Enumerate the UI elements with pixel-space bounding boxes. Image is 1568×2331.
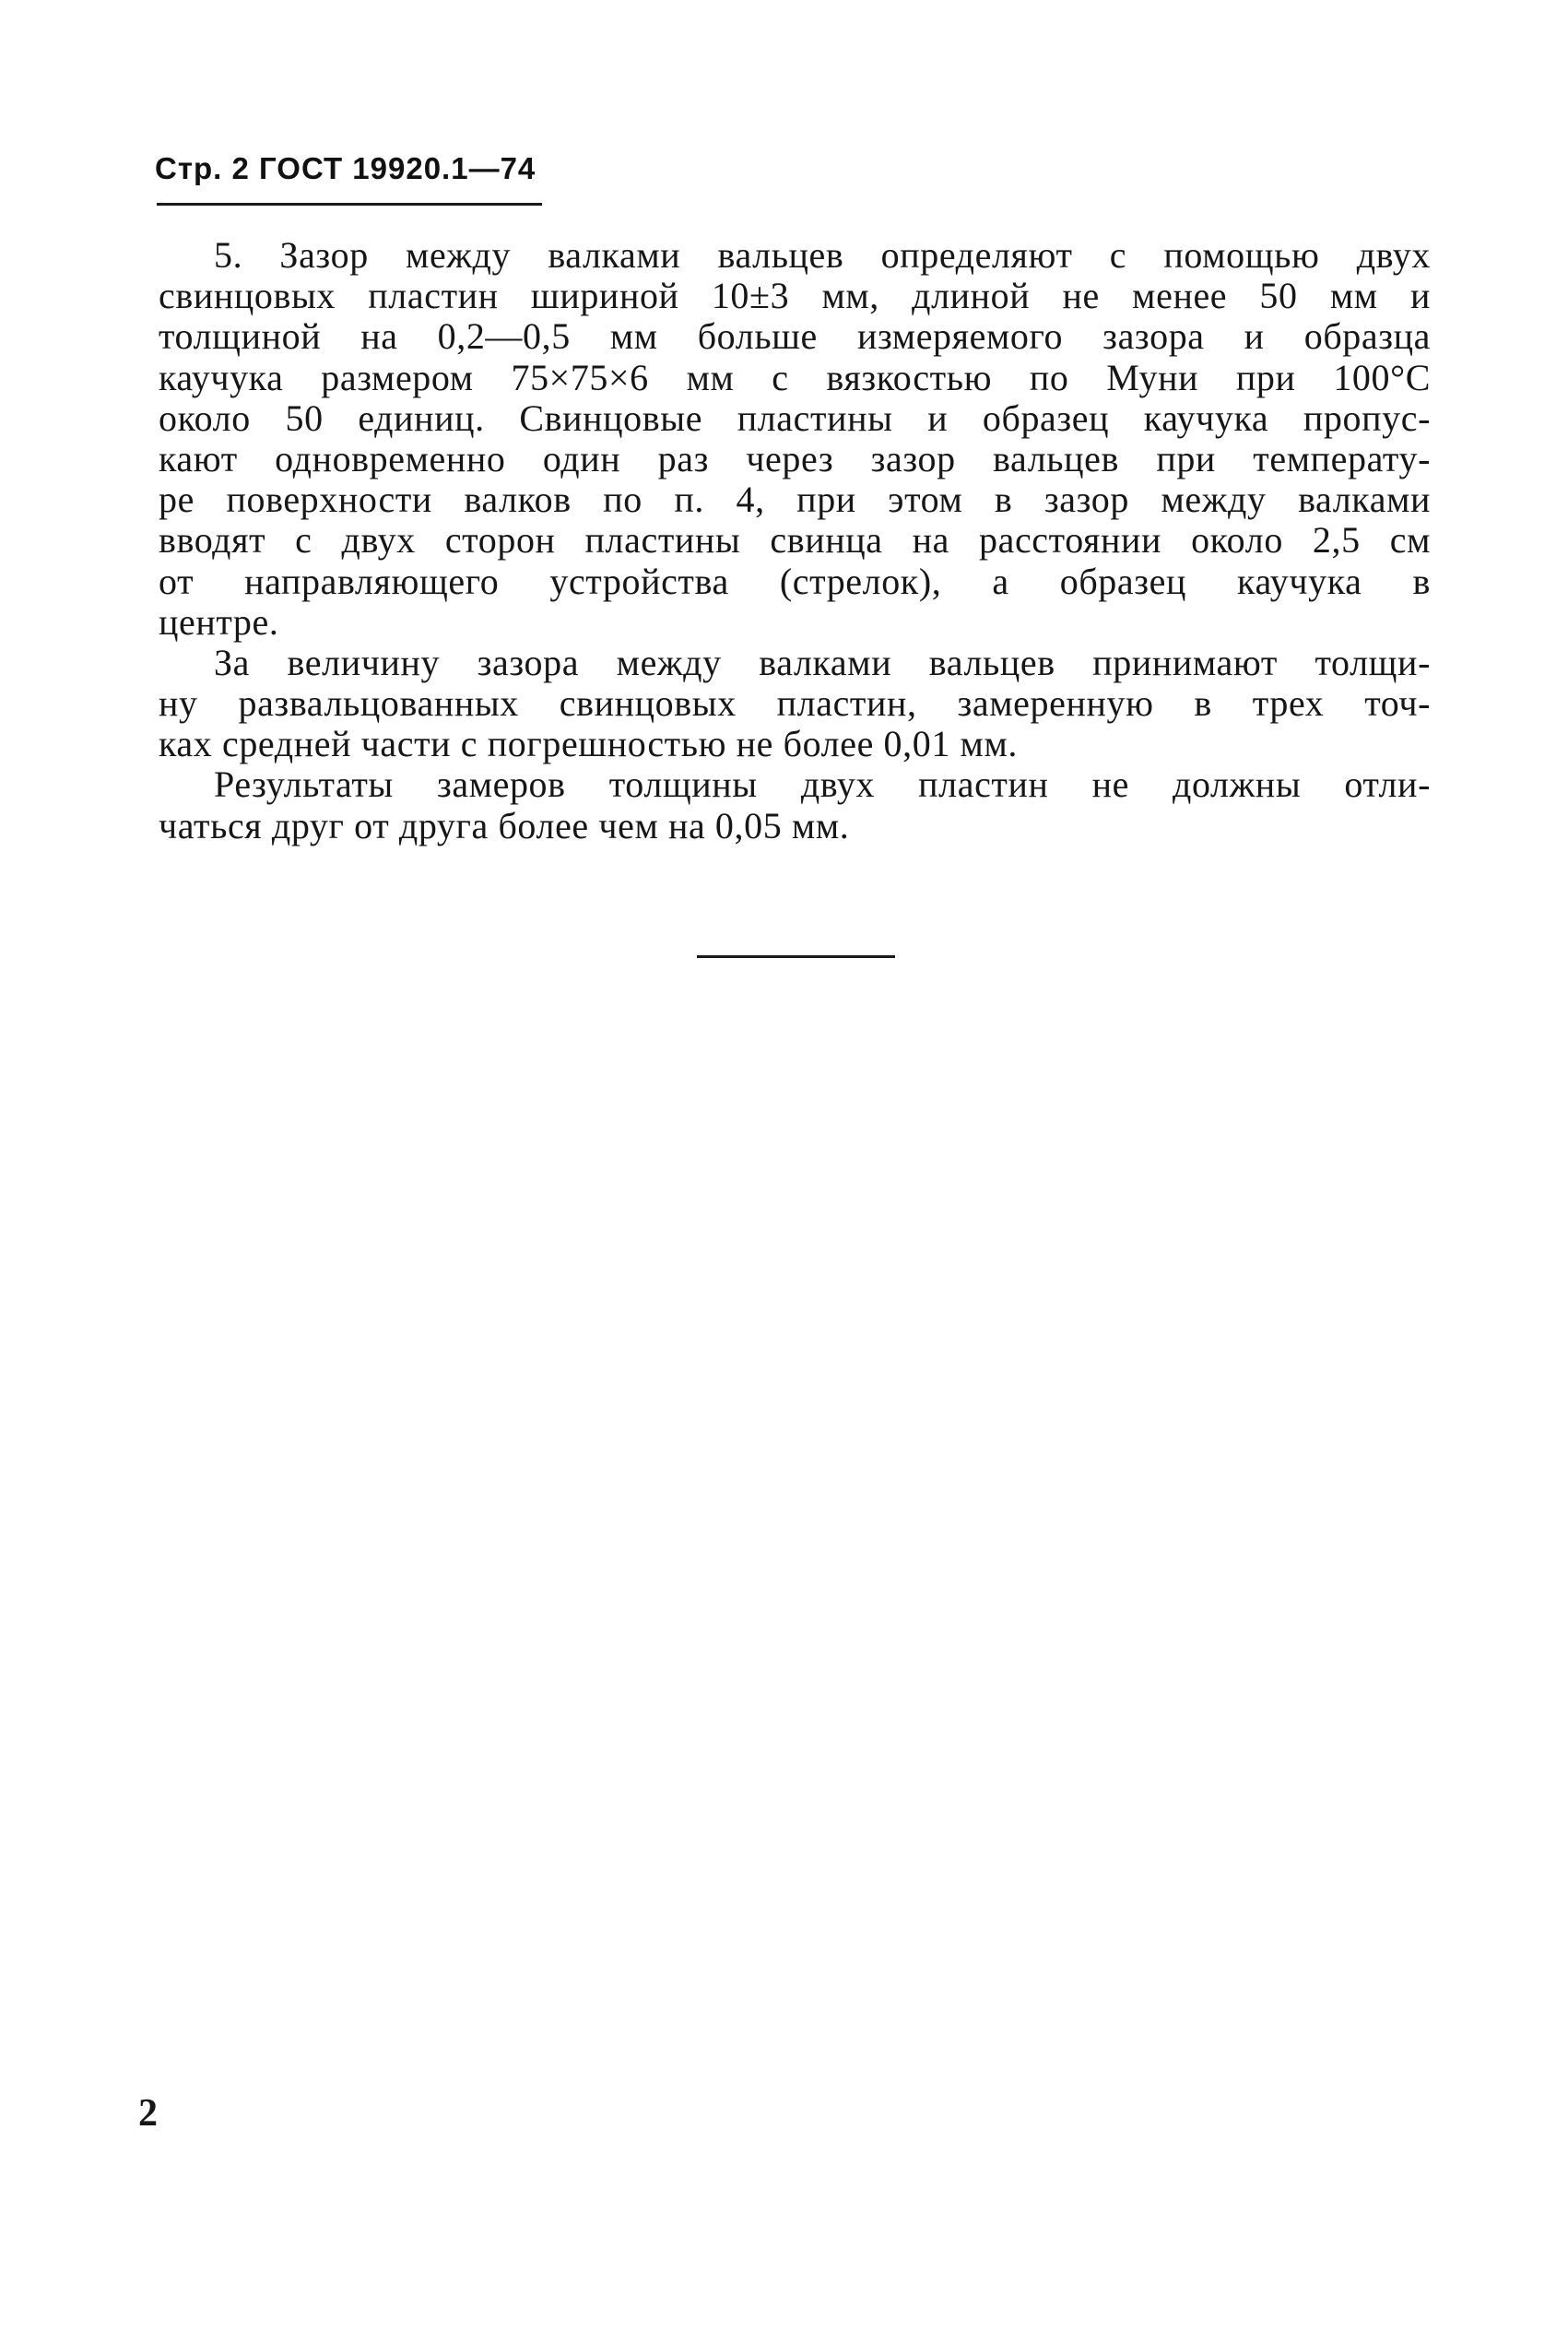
page-number: 2	[138, 2092, 158, 2135]
text-line: За величину зазора между валками вальцев принимают толщи-	[214, 641, 1431, 683]
body-text	[159, 235, 1431, 846]
text-line: ках средней части с погрешностью не более 0,01 мм.	[159, 723, 1018, 765]
text-line: ну развальцованных свинцовых пластин, замеренную в трех точ-	[159, 682, 1431, 725]
text-line: вводят с двух сторон пластины свинца на расстоянии около 2,5 см	[159, 519, 1431, 562]
text-line: свинцовых пластин шириной 10±3 мм, длиной не менее 50 мм и	[159, 275, 1431, 317]
header-rule	[157, 203, 542, 206]
text-line: от направляющего устройства (стрелок), а образец каучука в	[159, 560, 1431, 602]
text-line: около 50 единиц. Свинцовые пластины и образец каучука пропус-	[159, 396, 1431, 439]
text-line: кают одновременно один раз через зазор вальцев при температу-	[159, 437, 1431, 479]
text-line: каучука размером 75×75×6 мм с вязкостью по Муни при 100°С	[159, 356, 1431, 398]
text-line: ре поверхности валков по п. 4, при этом в зазор между валками	[159, 479, 1431, 521]
text-line: центре.	[159, 600, 279, 643]
page-header: Стр. 2 ГОСТ 19920.1—74	[155, 151, 536, 185]
text-line: Результаты замеров толщины двух пластин не должны отли-	[214, 763, 1431, 806]
text-line: толщиной на 0,2—0,5 мм больше измеряемого зазора и образца	[159, 315, 1431, 358]
text-line: чаться друг от друга более чем на 0,05 мм.	[159, 804, 850, 846]
end-rule	[697, 955, 895, 958]
text-line: 5. Зазор между валками вальцев определяют с помощью двух	[214, 234, 1431, 276]
